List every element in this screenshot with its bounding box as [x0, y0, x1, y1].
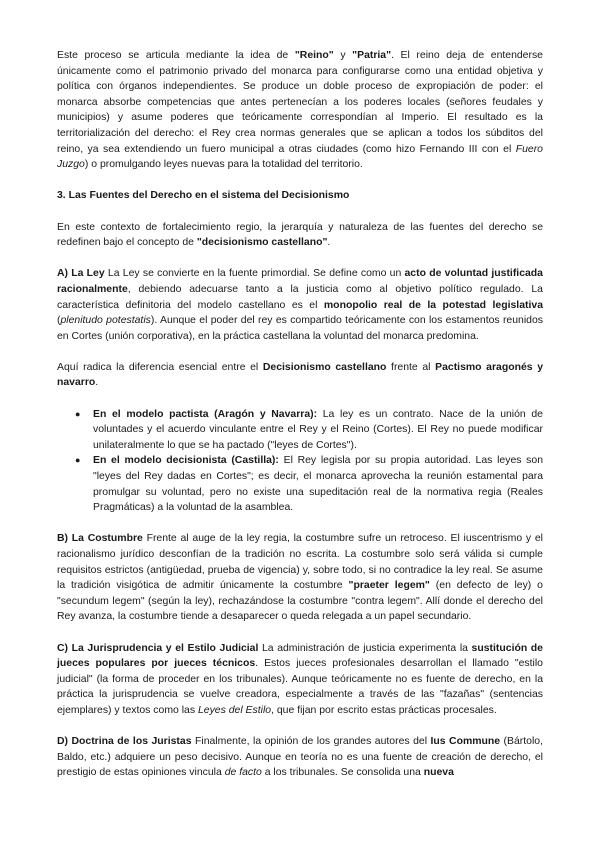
bold-term: En el modelo decisionista (Castilla):	[93, 455, 279, 467]
text-run: En este contexto de fortalecimiento regio, la jerarquía y naturaleza de las fuentes del derecho se redefinen bajo el concepto de	[57, 221, 543, 249]
bold-term: En el modelo pactista (Aragón y Navarra):	[93, 408, 318, 420]
text-run: , debiendo adecuarse tanto a la justicia como al objetivo político regulado. La característica definitoria del modelo castellano es el	[57, 283, 543, 311]
text-run: . El reino deja de entenderse únicamente como el patrimonio privado del monarca para configurarse como una entidad objetiva y política con órganos independientes. Se produce un doble proceso de expropiación de poder: el monarca absorbe competencias que antes pertenecían a los poderes locales (señores feudales y municipios) y asume poderes que teóricamente correspondían al Imperio. El resultado es la territorialización del derecho: el Rey crea normas generales que se aplican a todos los súbditos del reino, ya sea extendiendo un fuero municipal a otras ciudades (como hizo Fernando III con el	[57, 50, 543, 155]
text-run: (Bártolo, Baldo, etc.) adquiere un peso decisivo. Aunque en teoría no es una fuente de creación de derecho, el prestigio de estas opiniones vincula	[57, 736, 543, 779]
text-run: Este proceso se articula mediante la idea de	[57, 50, 295, 61]
bold-term: monopolio real de la potestad legislativa	[323, 299, 543, 311]
text-run: ) o promulgando leyes nuevas para la totalidad del territorio.	[84, 159, 363, 171]
text-run: La administración de justicia experimenta la	[258, 642, 472, 654]
text-run: El Rey legisla por su propia autoridad. Las leyes son "leyes del Rey dadas en Cortes"; es decir, el monarca aprovecha la reunión estamental para promulgar su voluntad, pero no existe una supeditación real de la normativa regia (Reales Pragmáticas) a la voluntad de la asamblea.	[93, 455, 544, 514]
paragraph-intro	[57, 220, 543, 251]
paragraph-costumbre	[57, 531, 543, 625]
subheading-jurisprudencia: C) La Jurisprudencia y el Estilo Judicial	[57, 642, 259, 654]
text-run: , que fijan por escrito estas prácticas procesales.	[271, 704, 497, 716]
section-heading: 3. Las Fuentes del Derecho en el sistema del Decisionismo	[57, 190, 350, 202]
subheading-ley: A) La Ley	[57, 268, 105, 280]
bold-term: Decisionismo castellano	[262, 361, 387, 373]
text-run: .	[327, 237, 331, 249]
subheading-costumbre: B) La Costumbre	[57, 533, 143, 545]
list-item	[75, 407, 543, 454]
bold-term: Pactismo aragonés y navarro	[57, 361, 543, 389]
bold-term: nueva	[423, 767, 454, 779]
bold-term-decisionismo: "decisionismo castellano"	[196, 237, 328, 249]
italic-term: de facto	[224, 767, 262, 779]
text-run: a los tribunales. Se consolida una	[261, 767, 424, 779]
italic-title-fuero-juzgo: Fuero Juzgo	[57, 143, 543, 171]
text-run: La Ley se convierte en la fuente primordial. Se define como un	[104, 268, 405, 280]
text-run: Finalmente, la opinión de los grandes autores del	[191, 736, 431, 748]
text-run: (	[57, 315, 61, 327]
bold-term-patria: "Patria"	[352, 50, 392, 61]
paragraph-diferencia	[57, 360, 543, 391]
text-run: Frente al auge de la ley regia, la costumbre sufre un retroceso. El iuscentrismo y el racionalismo jurídico desconfían de la tradición no escrita. La costumbre solo será válida si cumple requisitos estrictos (antigüedad, prueba de vigencia) y, sobre todo, si no contradice la ley real. Se asume la tradición visigótica de admitir únicamente la costumbre	[57, 533, 543, 592]
italic-term: plenitudo potestatis	[60, 315, 151, 327]
bullet-list	[57, 407, 543, 516]
text-run: y	[333, 50, 353, 61]
bold-term: "praeter legem"	[348, 580, 430, 592]
paragraph-doctrina	[57, 734, 543, 781]
paragraph-reino-patria	[57, 48, 543, 173]
text-run: ). Aunque el poder del rey es compartido teóricamente con los estamentos reunidos en Cortes (unión corporativa), en la práctica castellana la voluntad del monarca predomina.	[57, 315, 543, 342]
text-run: (en defecto de ley) o "secundum legem" (según la ley), rechazándose la costumbre "contra legem". Allí donde el derecho del Rey avanza, la costumbre tiende a desaparecer o queda relegada a un papel secundario.	[57, 580, 543, 623]
text-run: frente al	[386, 361, 436, 373]
text-run: La ley es un contrato. Nace de la unión de voluntades y el acuerdo vinculante entre el Rey y el Reino (Cortes). El Rey no puede modificar unilateralmente lo que se ha pactado ("leyes de Cortes").	[93, 408, 543, 451]
text-run: . Estos jueces profesionales desarrollan el llamado "estilo judicial" (la forma de proceder en los tribunales). Aunque teóricamente no es fuente de derecho, en la práctica la jurisprudencia se vuelve creadora, especialmente a través de las "fazañas" (sentencias ejemplares) y textos como las	[57, 658, 543, 716]
text-run: .	[95, 377, 99, 389]
paragraph-ley	[57, 266, 543, 344]
list-item	[75, 453, 544, 515]
bullet-icon: ●	[75, 455, 81, 466]
subheading-doctrina: D) Doctrina de los Juristas	[57, 736, 192, 748]
paragraph-jurisprudencia	[57, 641, 543, 719]
bold-term: sustitución de jueces populares por jueces técnicos	[57, 642, 543, 670]
bold-term: acto de voluntad justificada racionalmente	[57, 268, 543, 295]
italic-title-leyes-del-estilo: Leyes del Estilo	[197, 704, 272, 716]
text-run: Aquí radica la diferencia esencial entre el	[57, 361, 263, 373]
bullet-icon: ●	[75, 408, 81, 419]
bold-term-reino: "Reino"	[294, 50, 334, 61]
bold-term: Ius Commune	[430, 736, 501, 748]
